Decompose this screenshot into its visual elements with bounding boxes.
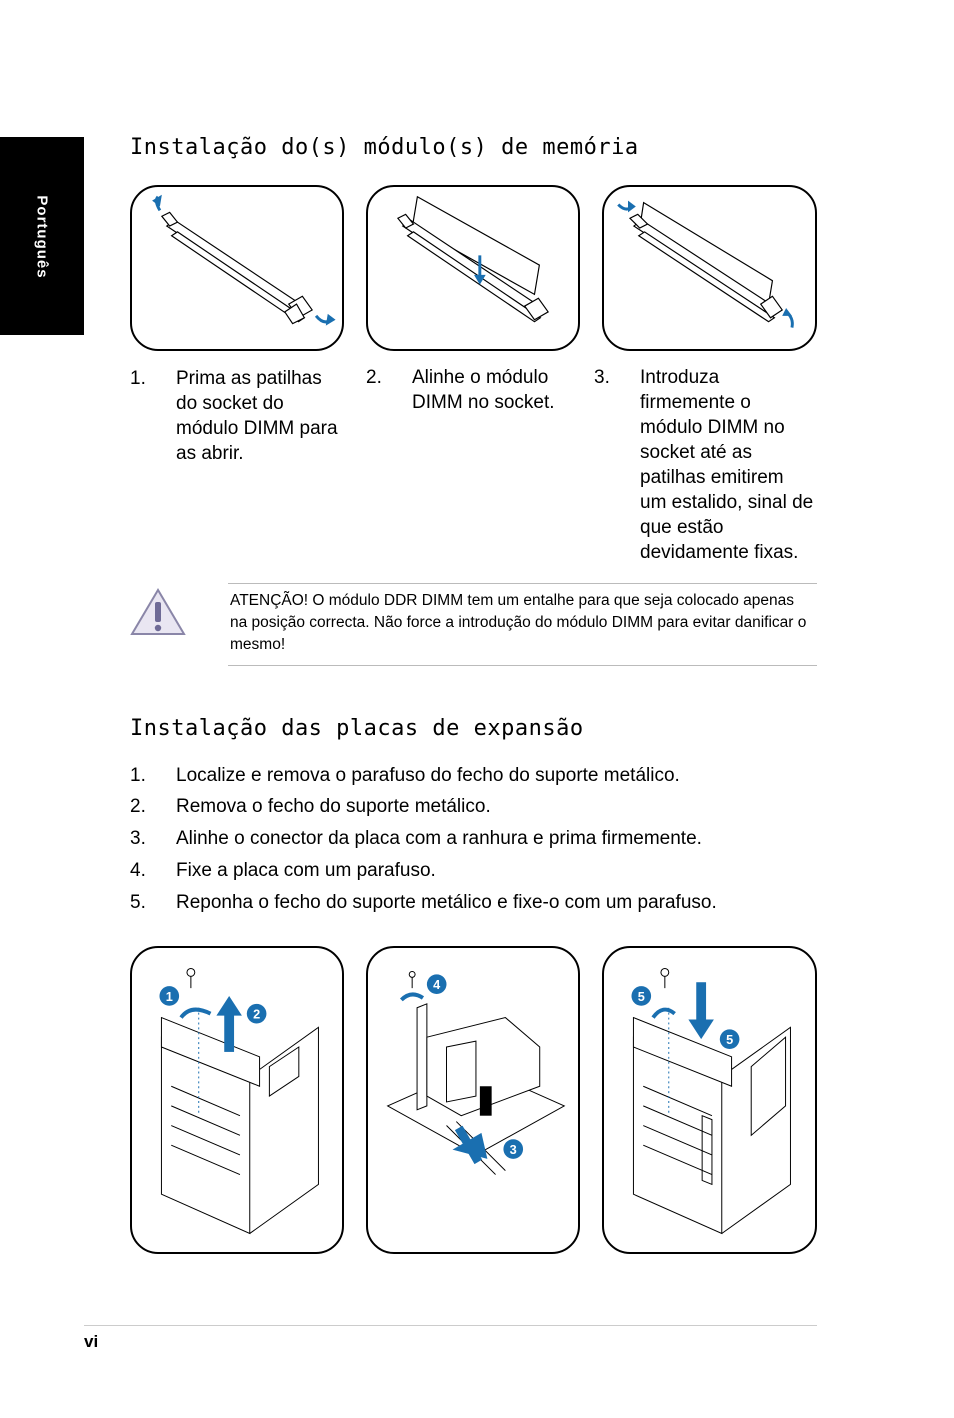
badge-5a: 5 <box>637 988 645 1004</box>
caution-note: ATENÇÃO! O módulo DDR DIMM tem um entalhe para que seja colocado apenas na posição correcta. Não force a introdução do módulo DIMM para evitar danificar o mesmo! <box>230 592 807 653</box>
language-tab <box>0 137 84 335</box>
warning-triangle-icon <box>128 586 188 638</box>
page-number: vi <box>84 1332 99 1351</box>
badge-5b: 5 <box>726 1032 734 1048</box>
dimm-step3-illustration <box>602 185 817 351</box>
language-tab-label: Português <box>33 195 51 279</box>
badge-4: 4 <box>433 977 441 993</box>
dimm-step2-illustration <box>366 185 580 351</box>
note-bottom-rule <box>228 665 817 666</box>
badge-1: 1 <box>165 988 173 1004</box>
badge-3: 3 <box>509 1141 517 1157</box>
expansion-step-illustration-1 <box>130 946 344 1254</box>
note-top-rule <box>228 583 817 584</box>
expansion-step-illustration-3 <box>602 946 817 1254</box>
footer-rule <box>84 1325 817 1326</box>
expansion-section-title: Instalação das placas de expansão <box>130 716 584 741</box>
expansion-step-illustration-2 <box>366 946 580 1254</box>
dimm-step1-illustration <box>130 185 344 351</box>
badge-2: 2 <box>253 1006 261 1022</box>
memory-section-title: Instalação do(s) módulo(s) de memória <box>130 135 639 160</box>
